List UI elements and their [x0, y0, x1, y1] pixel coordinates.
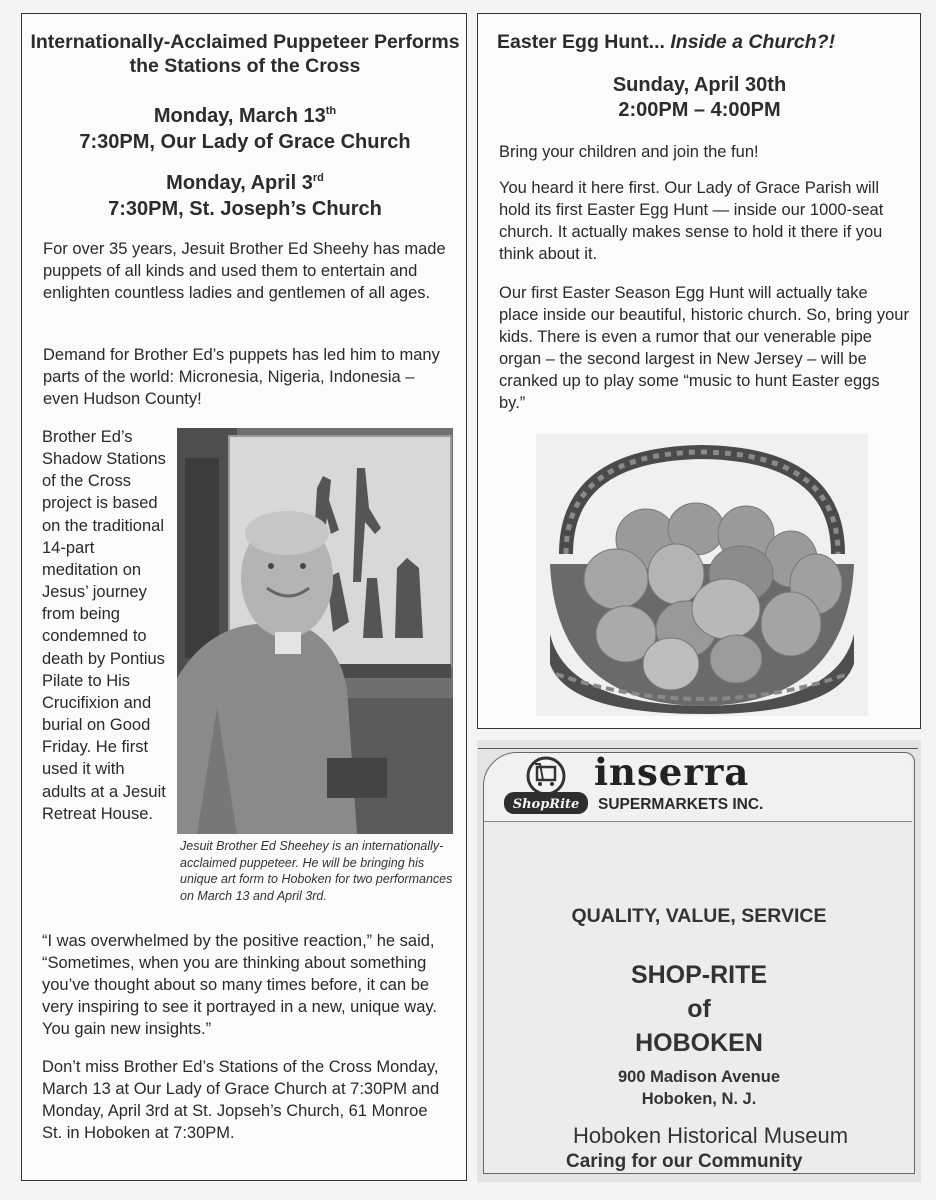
performance-date-2: Monday, April 3rd 7:30PM, St. Joseph’s Church	[108, 172, 382, 220]
performance-date-1: Monday, March 13th 7:30PM, Our Lady of Grace Church	[79, 105, 411, 153]
inserra-brand: inserra	[594, 750, 750, 794]
shoprite-logo-text: ShopRite	[512, 797, 580, 812]
easter-paragraph-1: Bring your children and join the fun!	[499, 143, 759, 161]
community-slogan: Caring for our Community	[566, 1151, 803, 1172]
store-address: 900 Madison Avenue Hoboken, N. J.	[618, 1068, 780, 1108]
puppeteer-closing: Don’t miss Brother Ed’s Stations of the Cross Monday, March 13 at Our Lady of Grace Church at 7:30PM and Monday, April 3rd at St. Jopseh’s Church, 61 Monroe St. in Hoboken at 7:30PM.	[42, 1058, 440, 1142]
easter-paragraph-3: Our first Easter Season Egg Hunt will actually take place inside our beautiful, historic church. So, bring your kids. There is even a rumor that our venerable pipe organ – the second largest in New Jersey – will be cranked up to play some “music to hunt Easter eggs by.”	[499, 284, 909, 412]
easter-headline: Easter Egg Hunt... Inside a Church?!	[497, 31, 836, 53]
puppeteer-headline: Internationally-Acclaimed Puppeteer Performs the Stations of the Cross	[30, 31, 460, 77]
photo-caption: Jesuit Brother Ed Sheehey is an internationally-acclaimed puppeteer. He will be bringing his unique art form to Hoboken for two performances on March 13 and April 3rd.	[180, 839, 453, 903]
shoprite-logo-icon	[500, 752, 592, 818]
egg-basket-photo	[536, 434, 868, 716]
store-name: SHOP-RITE of HOBOKEN	[630, 961, 768, 1057]
ad-top-rule	[478, 748, 918, 749]
easter-date: Sunday, April 30th 2:00PM – 4:00PM	[612, 74, 787, 121]
puppeteer-paragraph-1: For over 35 years, Jesuit Brother Ed Sheehy has made puppets of all kinds and used them to entertain and enlighten countless ladies and gentlemen of all ages.	[43, 240, 446, 302]
inserra-subbrand: SUPERMARKETS INC.	[598, 796, 764, 813]
puppeteer-paragraph-2: Demand for Brother Ed’s puppets has led him to many parts of the world: Micronesia, Nigeria, Indonesia – even Hudson County!	[43, 346, 440, 408]
easter-paragraph-2: You heard it here first. Our Lady of Grace Parish will hold its first Easter Egg Hunt — inside our 1000-seat church. It actually makes sense to hold it there if you think about it.	[499, 179, 884, 263]
puppeteer-paragraph-3: Brother Ed’s Shadow Stations of the Cross project is based on the traditional 14-part meditation on Jesus’ journey from being condemned to death by Pontius Pilate to His Crucifixion and burial on Good Friday. He first used it with adults at a Jesuit Retreat House.	[42, 428, 166, 823]
museum-credit: Hoboken Historical Museum	[573, 1123, 849, 1148]
puppeteer-quote: “I was overwhelmed by the positive reaction,” he said, “Sometimes, when you are thinking about something you’ve thought about so many times before, it can be very inspiring to see it portrayed in a new, unique way. You gain new insights.”	[42, 932, 437, 1038]
ad-tagline: QUALITY, VALUE, SERVICE	[571, 905, 827, 927]
puppeteer-photo	[177, 428, 453, 834]
